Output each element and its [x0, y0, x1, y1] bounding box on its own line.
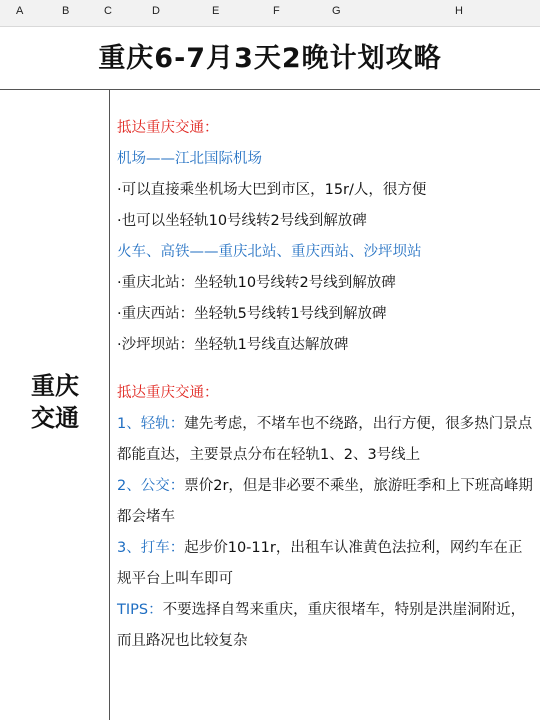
- column-header-h[interactable]: H: [455, 5, 463, 17]
- transport-item: [117, 471, 535, 533]
- transport-label: 3、打车：: [117, 540, 185, 556]
- column-divider: [109, 89, 110, 720]
- airport-item: ·可以直接乘坐机场大巴到市区，15r/人，很方便: [117, 182, 427, 198]
- airport-item: ·也可以坐轻轨10号线转2号线到解放碑: [117, 213, 367, 229]
- column-header-a[interactable]: A: [16, 5, 24, 17]
- tips-label: TIPS：: [117, 602, 163, 618]
- column-header-c[interactable]: C: [104, 5, 112, 17]
- title-divider: [0, 89, 540, 90]
- transport-text: 起步价10-11r，出租车认准黄色法拉利，网约车在正规平台上叫车即可: [117, 540, 523, 587]
- column-header-bar: [0, 0, 540, 27]
- column-header-e[interactable]: E: [212, 5, 220, 17]
- transport-text: 建先考虑，不堵车也不绕路，出行方便，很多热门景点都能直达，主要景点分布在轻轨1、2、3号线上: [117, 416, 533, 463]
- content-cell: [117, 113, 535, 657]
- column-header-b[interactable]: B: [62, 5, 70, 17]
- transport-label: 2、公交：: [117, 478, 185, 494]
- section2-heading: 抵达重庆交通：: [117, 385, 219, 401]
- page-title: 重庆6-7月3天2晚计划攻略: [98, 43, 442, 74]
- column-header-f[interactable]: F: [273, 5, 280, 17]
- side-label-line2: 交通: [31, 404, 79, 432]
- column-header-d[interactable]: D: [152, 5, 160, 17]
- side-label: [14, 370, 96, 434]
- transport-text: 票价2r，但是非必要不乘坐，旅游旺季和上下班高峰期都会堵车: [117, 478, 533, 525]
- transport-label: 1、轻轨：: [117, 416, 185, 432]
- transport-item: [117, 533, 535, 595]
- train-heading: 火车、高铁——重庆北站、重庆西站、沙坪坝站: [117, 244, 422, 260]
- tips-text: 不要选择自驾来重庆，重庆很堵车，特别是洪崖洞附近，而且路况也比较复杂: [117, 602, 526, 649]
- section-gap: [117, 361, 535, 378]
- tips-item: [117, 595, 535, 657]
- side-label-line1: 重庆: [31, 372, 79, 400]
- train-item: ·重庆西站：坐轻轨5号线转1号线到解放碑: [117, 306, 387, 322]
- column-header-g[interactable]: G: [332, 5, 341, 17]
- train-item: ·重庆北站：坐轻轨10号线转2号线到解放碑: [117, 275, 396, 291]
- train-item: ·沙坪坝站：坐轻轨1号线直达解放碑: [117, 337, 349, 353]
- airport-heading: 机场——江北国际机场: [117, 151, 262, 167]
- transport-item: [117, 409, 535, 471]
- section1-heading: 抵达重庆交通：: [117, 120, 219, 136]
